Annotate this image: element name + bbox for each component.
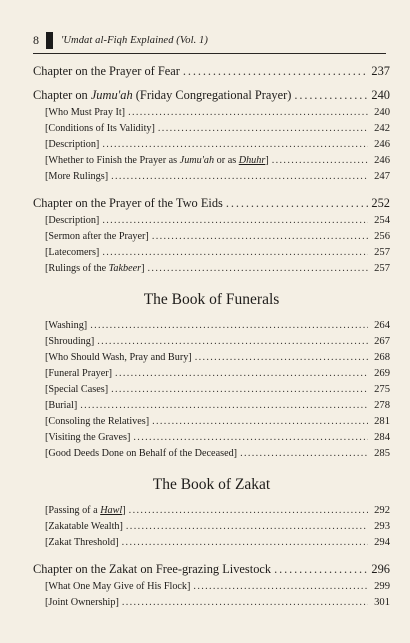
toc-label: [Passing of a Hawl] (45, 505, 126, 516)
dot-leader (183, 62, 368, 81)
dot-leader (97, 334, 368, 350)
dot-leader (129, 503, 368, 519)
dot-leader (102, 137, 368, 153)
book-title-funerals: The Book of Funerals (143, 291, 280, 308)
toc-page: 296 (371, 562, 390, 576)
toc-page: 240 (371, 88, 390, 102)
toc-chapter-fear[interactable] (33, 62, 390, 81)
toc-item[interactable] (33, 245, 390, 261)
toc-label: [Rulings of the Takbeer] (45, 263, 145, 274)
toc-page: 267 (374, 336, 390, 347)
page-number: 8 (33, 32, 39, 47)
toc-item[interactable] (33, 137, 390, 153)
toc-page: 257 (374, 247, 390, 258)
toc-page: 285 (374, 448, 390, 459)
toc-page: 237 (371, 64, 390, 78)
dot-leader (240, 446, 368, 462)
toc-chapter-livestock[interactable] (33, 560, 390, 579)
header-bar-mark (46, 32, 53, 49)
toc-item[interactable] (33, 430, 390, 446)
dot-leader (274, 560, 368, 579)
toc-item[interactable] (33, 121, 390, 137)
toc-item[interactable] (33, 334, 390, 350)
toc-page: 254 (374, 215, 390, 226)
dot-leader (272, 153, 368, 169)
toc-chapter-eids[interactable] (33, 194, 390, 213)
toc-label: [Zakatable Wealth] (45, 521, 123, 532)
toc-page: 284 (374, 432, 390, 443)
dot-leader (226, 194, 368, 213)
toc-item[interactable] (33, 366, 390, 382)
book-title-zakat: The Book of Zakat (152, 476, 271, 493)
dot-leader (193, 579, 368, 595)
toc-label: [Funeral Prayer] (45, 368, 113, 379)
toc-item[interactable] (33, 105, 390, 121)
toc-page: 256 (374, 231, 390, 242)
toc-page: 240 (374, 107, 390, 118)
toc-label: [Consoling the Relatives] (45, 416, 150, 427)
toc-label: [Description] (45, 215, 100, 226)
toc-item[interactable] (33, 261, 390, 277)
toc-label: [Latecomers] (45, 247, 100, 258)
dot-leader (126, 519, 368, 535)
toc-page: 252 (371, 196, 390, 210)
toc-item[interactable] (33, 446, 390, 462)
toc-page: 281 (374, 416, 390, 427)
dot-leader (102, 213, 368, 229)
toc-page: 294 (374, 537, 390, 548)
toc-label: [Sermon after the Prayer] (45, 231, 149, 242)
toc-page: 242 (374, 123, 390, 134)
toc-item[interactable] (33, 398, 390, 414)
toc-label: [Conditions of Its Validity] (45, 123, 155, 134)
toc-item[interactable] (33, 519, 390, 535)
toc-item[interactable] (33, 579, 390, 595)
toc-item[interactable] (33, 414, 390, 430)
toc-chapter-jumuah[interactable] (33, 86, 390, 105)
toc-page: 264 (374, 320, 390, 331)
toc-item[interactable] (33, 382, 390, 398)
dot-leader (152, 229, 368, 245)
toc-label: [More Rulings] (45, 171, 109, 182)
toc-label: Chapter on the Prayer of the Two Eids (33, 196, 223, 210)
toc-label: [Joint Ownership] (45, 597, 119, 608)
dot-leader (90, 318, 368, 334)
toc-item[interactable] (33, 318, 390, 334)
header-rule (33, 53, 386, 54)
toc-page: 268 (374, 352, 390, 363)
toc-label: [Good Deeds Done on Behalf of the Deceased] (45, 448, 238, 459)
toc-item[interactable] (33, 350, 390, 366)
dot-leader (133, 430, 368, 446)
dot-leader (158, 121, 368, 137)
toc-page: 269 (374, 368, 390, 379)
toc-label: Chapter on the Zakat on Free-grazing Livestock (33, 562, 272, 576)
toc-label: [Description] (45, 139, 100, 150)
toc-page: 292 (374, 505, 390, 516)
toc-label: Chapter on the Prayer of Fear (33, 64, 180, 78)
toc-label: [Burial] (45, 400, 78, 411)
dot-leader (102, 245, 368, 261)
dot-leader (195, 350, 368, 366)
toc-label: [Zakat Threshold] (45, 537, 119, 548)
toc-item[interactable] (33, 535, 390, 551)
toc-page: 246 (374, 139, 390, 150)
toc-label: [Washing] (45, 320, 88, 331)
dot-leader (294, 86, 368, 105)
toc-item[interactable] (33, 595, 390, 611)
toc-item[interactable] (33, 213, 390, 229)
toc-item[interactable] (33, 169, 390, 185)
running-title: 'Umdat al-Fiqh Explained (Vol. 1) (61, 34, 208, 46)
toc-label: [What One May Give of His Flock] (45, 581, 191, 592)
toc-page: 275 (374, 384, 390, 395)
toc-page: 247 (374, 171, 390, 182)
toc-label: Chapter on Jumu'ah (Friday Congregational Prayer) (33, 88, 292, 102)
toc-label: [Special Cases] (45, 384, 109, 395)
table-of-contents (33, 62, 390, 611)
toc-item[interactable] (33, 153, 390, 169)
toc-label: [Visiting the Graves] (45, 432, 131, 443)
toc-page: 257 (374, 263, 390, 274)
toc-item[interactable] (33, 229, 390, 245)
toc-page: 301 (374, 597, 390, 608)
dot-leader (111, 382, 368, 398)
toc-label: [Who Should Wash, Pray and Bury] (45, 352, 192, 363)
dot-leader (122, 595, 368, 611)
dot-leader (148, 261, 368, 277)
toc-page: 278 (374, 400, 390, 411)
toc-label: [Shrouding] (45, 336, 95, 347)
dot-leader (122, 535, 368, 551)
toc-label: [Whether to Finish the Prayer as Jumu'ah or as Dhuhr] (45, 155, 269, 166)
running-header (33, 30, 208, 50)
toc-page: 246 (374, 155, 390, 166)
dot-leader (152, 414, 368, 430)
toc-page: 293 (374, 521, 390, 532)
toc-page: 299 (374, 581, 390, 592)
dot-leader (80, 398, 368, 414)
toc-item[interactable] (33, 503, 390, 519)
dot-leader (128, 105, 368, 121)
toc-label: [Who Must Pray It] (45, 107, 126, 118)
dot-leader (111, 169, 368, 185)
dot-leader (115, 366, 368, 382)
